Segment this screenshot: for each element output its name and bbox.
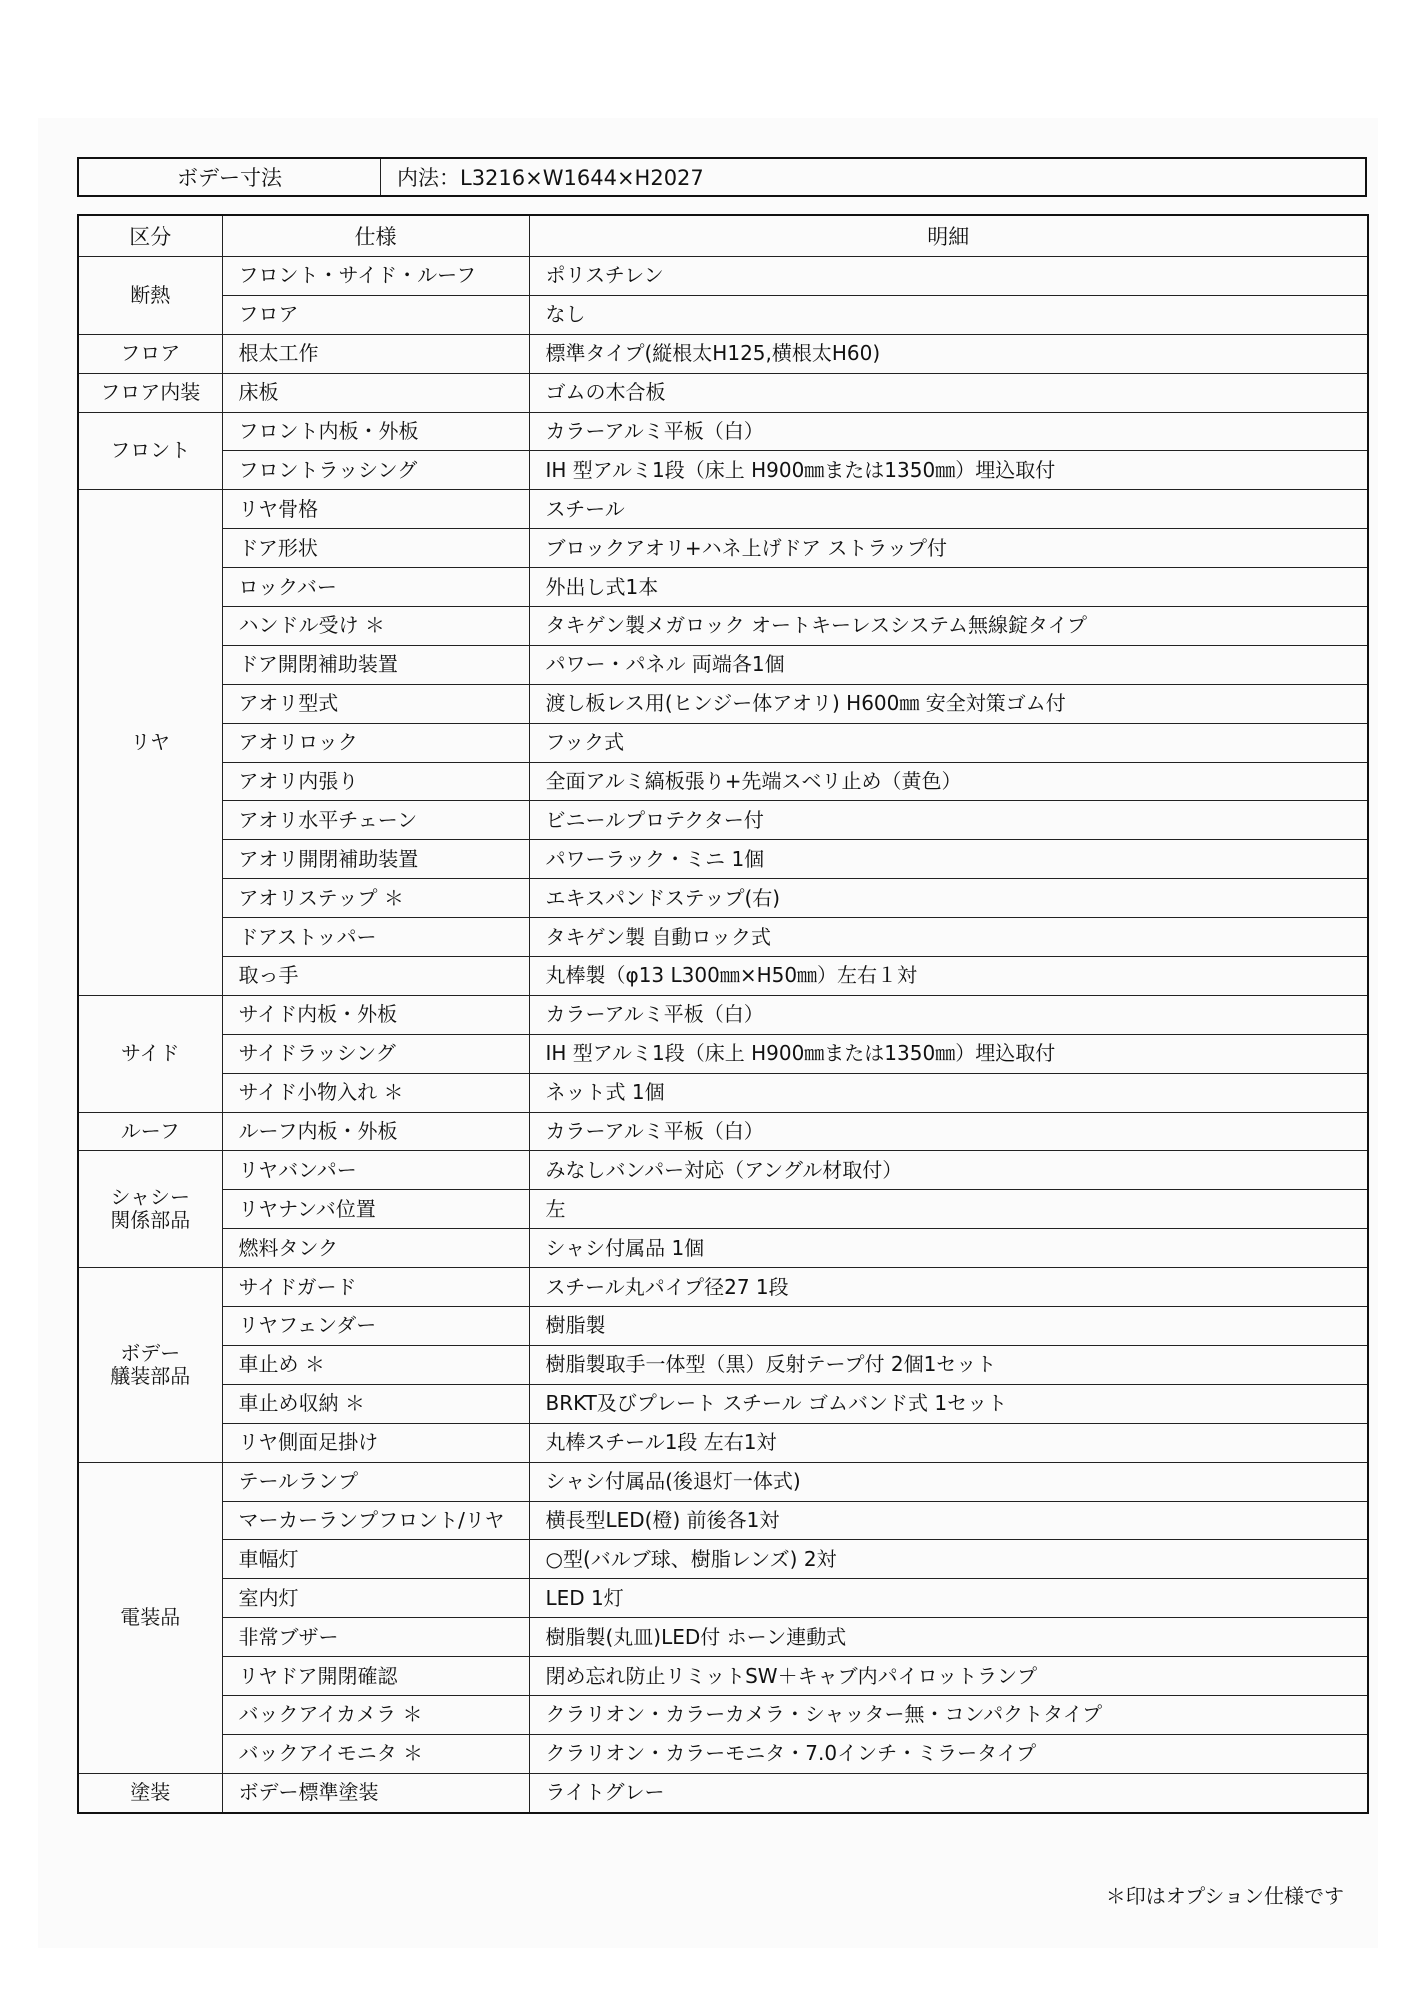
spec-item-cell: ハンドル受け ＊ <box>222 607 529 646</box>
table-row <box>78 801 1368 840</box>
spec-detail-cell: 外出し式1本 <box>529 568 1368 607</box>
spec-item-cell: リヤナンバ位置 <box>222 1190 529 1229</box>
spec-detail-cell: タキゲン製 自動ロック式 <box>529 918 1368 957</box>
spec-detail-cell: シャシ付属品(後退灯一体式) <box>529 1462 1368 1501</box>
category-cell: ボデー 艤装部品 <box>78 1268 222 1462</box>
spec-item-cell: 車止め収納 ＊ <box>222 1384 529 1423</box>
spec-item-cell: 根太工作 <box>222 334 529 373</box>
spec-item-cell: リヤ骨格 <box>222 490 529 529</box>
table-row <box>78 918 1368 957</box>
spec-detail-cell: 標準タイプ(縦根太H125,横根太H60) <box>529 334 1368 373</box>
table-row <box>78 257 1368 296</box>
category-cell: 電装品 <box>78 1462 222 1773</box>
spec-item-cell: ドアストッパー <box>222 918 529 957</box>
spec-detail-cell: カラーアルミ平板（白） <box>529 995 1368 1034</box>
spec-item-cell: フロア <box>222 295 529 334</box>
table-row <box>78 1657 1368 1696</box>
spec-item-cell: サイドガード <box>222 1268 529 1307</box>
table-row <box>78 762 1368 801</box>
table-row <box>78 1190 1368 1229</box>
table-row <box>78 1034 1368 1073</box>
spec-item-cell: アオリロック <box>222 723 529 762</box>
spec-item-cell: フロント内板・外板 <box>222 412 529 451</box>
table-row <box>78 1073 1368 1112</box>
spec-detail-cell: 閉め忘れ防止リミットSW＋キャブ内パイロットランプ <box>529 1657 1368 1696</box>
spec-item-cell: ルーフ内板・外板 <box>222 1112 529 1151</box>
spec-item-cell: ボデー標準塗装 <box>222 1773 529 1812</box>
spec-detail-cell: ○型(バルブ球、樹脂レンズ) 2対 <box>529 1540 1368 1579</box>
table-row <box>78 1229 1368 1268</box>
header-category: 区分 <box>78 215 222 257</box>
spec-table-header <box>78 215 1368 257</box>
category-cell: ルーフ <box>78 1112 222 1151</box>
table-row <box>78 1268 1368 1307</box>
spec-item-cell: バックアイモニタ ＊ <box>222 1734 529 1773</box>
category-cell: フロア <box>78 334 222 373</box>
spec-detail-cell: シャシ付属品 1個 <box>529 1229 1368 1268</box>
spec-item-cell: アオリ型式 <box>222 684 529 723</box>
table-row <box>78 295 1368 334</box>
spec-detail-cell: エキスパンドステップ(右) <box>529 879 1368 918</box>
table-row <box>78 607 1368 646</box>
spec-item-cell: リヤフェンダー <box>222 1307 529 1346</box>
spec-detail-cell: タキゲン製メガロック オートキーレスシステム無線錠タイプ <box>529 607 1368 646</box>
spec-detail-cell: 左 <box>529 1190 1368 1229</box>
body-dimensions-row <box>78 158 1366 196</box>
spec-detail-cell: 全面アルミ縞板張り+先端スベリ止め（黄色） <box>529 762 1368 801</box>
category-cell: シャシー 関係部品 <box>78 1151 222 1268</box>
spec-detail-cell: フック式 <box>529 723 1368 762</box>
body-dimensions-value: 内法：L3216×W1644×H2027 <box>381 158 1367 196</box>
body-dimensions-label: ボデー寸法 <box>78 158 381 196</box>
header-detail: 明細 <box>529 215 1368 257</box>
spec-detail-cell: なし <box>529 295 1368 334</box>
table-row <box>78 957 1368 996</box>
spec-item-cell: 取っ手 <box>222 957 529 996</box>
spec-detail-cell: IH 型アルミ1段（床上 H900㎜または1350㎜）埋込取付 <box>529 451 1368 490</box>
table-row <box>78 1734 1368 1773</box>
table-row <box>78 1307 1368 1346</box>
table-row <box>78 451 1368 490</box>
table-row <box>78 568 1368 607</box>
spec-detail-cell: クラリオン・カラーカメラ・シャッター無・コンパクトタイプ <box>529 1695 1368 1734</box>
spec-detail-cell: クラリオン・カラーモニタ・7.0インチ・ミラータイプ <box>529 1734 1368 1773</box>
spec-item-cell: 車止め ＊ <box>222 1345 529 1384</box>
table-row <box>78 1540 1368 1579</box>
spec-item-cell: 床板 <box>222 373 529 412</box>
spec-item-cell: アオリ開閉補助装置 <box>222 840 529 879</box>
table-row <box>78 529 1368 568</box>
spec-item-cell: 非常ブザー <box>222 1618 529 1657</box>
spec-detail-cell: 渡し板レス用(ヒンジー体アオリ) H600㎜ 安全対策ゴム付 <box>529 684 1368 723</box>
spec-detail-cell: ブロックアオリ+ハネ上げドア ストラップ付 <box>529 529 1368 568</box>
spec-detail-cell: 横長型LED(橙) 前後各1対 <box>529 1501 1368 1540</box>
spec-detail-cell: カラーアルミ平板（白） <box>529 1112 1368 1151</box>
spec-item-cell: ドア開閉補助装置 <box>222 645 529 684</box>
category-cell: 断熱 <box>78 257 222 335</box>
spec-detail-cell: パワー・パネル 両端各1個 <box>529 645 1368 684</box>
spec-item-cell: ドア形状 <box>222 529 529 568</box>
spec-detail-cell: スチール丸パイプ径27 1段 <box>529 1268 1368 1307</box>
spec-detail-cell: ゴムの木合板 <box>529 373 1368 412</box>
table-row <box>78 1618 1368 1657</box>
table-row <box>78 334 1368 373</box>
spec-detail-cell: 樹脂製取手一体型（黒）反射テープ付 2個1セット <box>529 1345 1368 1384</box>
table-row <box>78 1773 1368 1812</box>
spec-detail-cell: 樹脂製(丸皿)LED付 ホーン連動式 <box>529 1618 1368 1657</box>
header-spec: 仕様 <box>222 215 529 257</box>
spec-item-cell: サイドラッシング <box>222 1034 529 1073</box>
spec-item-cell: フロントラッシング <box>222 451 529 490</box>
spec-detail-cell: 丸棒製（φ13 L300㎜×H50㎜）左右１対 <box>529 957 1368 996</box>
spec-detail-cell: 樹脂製 <box>529 1307 1368 1346</box>
spec-detail-cell: ポリスチレン <box>529 257 1368 296</box>
spec-table <box>77 214 1369 1814</box>
table-row <box>78 373 1368 412</box>
table-row <box>78 1384 1368 1423</box>
spec-item-cell: リヤドア開閉確認 <box>222 1657 529 1696</box>
table-row <box>78 995 1368 1034</box>
category-cell: 塗装 <box>78 1773 222 1812</box>
category-cell: フロント <box>78 412 222 490</box>
category-cell: リヤ <box>78 490 222 996</box>
spec-item-cell: リヤ側面足掛け <box>222 1423 529 1462</box>
table-row <box>78 879 1368 918</box>
table-row <box>78 1501 1368 1540</box>
table-row <box>78 490 1368 529</box>
spec-item-cell: テールランプ <box>222 1462 529 1501</box>
spec-item-cell: ロックバー <box>222 568 529 607</box>
spec-item-cell: アオリステップ ＊ <box>222 879 529 918</box>
table-row <box>78 1579 1368 1618</box>
spec-detail-cell: スチール <box>529 490 1368 529</box>
spec-item-cell: 燃料タンク <box>222 1229 529 1268</box>
table-row <box>78 645 1368 684</box>
spec-item-cell: マーカーランプフロント/リヤ <box>222 1501 529 1540</box>
spec-item-cell: バックアイカメラ ＊ <box>222 1695 529 1734</box>
spec-detail-cell: みなしバンパー対応（アングル材取付） <box>529 1151 1368 1190</box>
spec-detail-cell: ネット式 1個 <box>529 1073 1368 1112</box>
spec-item-cell: アオリ水平チェーン <box>222 801 529 840</box>
spec-detail-cell: IH 型アルミ1段（床上 H900㎜または1350㎜）埋込取付 <box>529 1034 1368 1073</box>
table-row <box>78 723 1368 762</box>
table-row <box>78 1112 1368 1151</box>
option-footnote: ＊印はオプション仕様です <box>1105 1884 1344 1908</box>
table-row <box>78 1345 1368 1384</box>
category-cell: フロア内装 <box>78 373 222 412</box>
table-row <box>78 1695 1368 1734</box>
spec-detail-cell: BRKT及びプレート スチール ゴムバンド式 1セット <box>529 1384 1368 1423</box>
table-row <box>78 1151 1368 1190</box>
spec-detail-cell: ビニールプロテクター付 <box>529 801 1368 840</box>
spec-item-cell: サイド内板・外板 <box>222 995 529 1034</box>
body-dimensions-table <box>77 157 1367 197</box>
spec-item-cell: 車幅灯 <box>222 1540 529 1579</box>
table-row <box>78 684 1368 723</box>
spec-detail-cell: 丸棒スチール1段 左右1対 <box>529 1423 1368 1462</box>
spec-detail-cell: ライトグレー <box>529 1773 1368 1812</box>
spec-detail-cell: LED 1灯 <box>529 1579 1368 1618</box>
spec-detail-cell: パワーラック・ミニ 1個 <box>529 840 1368 879</box>
spec-detail-cell: カラーアルミ平板（白） <box>529 412 1368 451</box>
spec-item-cell: 室内灯 <box>222 1579 529 1618</box>
table-row <box>78 840 1368 879</box>
table-row <box>78 1462 1368 1501</box>
spec-item-cell: リヤバンパー <box>222 1151 529 1190</box>
category-cell: サイド <box>78 995 222 1112</box>
table-row <box>78 1423 1368 1462</box>
table-row <box>78 412 1368 451</box>
spec-item-cell: アオリ内張り <box>222 762 529 801</box>
spec-item-cell: サイド小物入れ ＊ <box>222 1073 529 1112</box>
spec-item-cell: フロント・サイド・ルーフ <box>222 257 529 296</box>
